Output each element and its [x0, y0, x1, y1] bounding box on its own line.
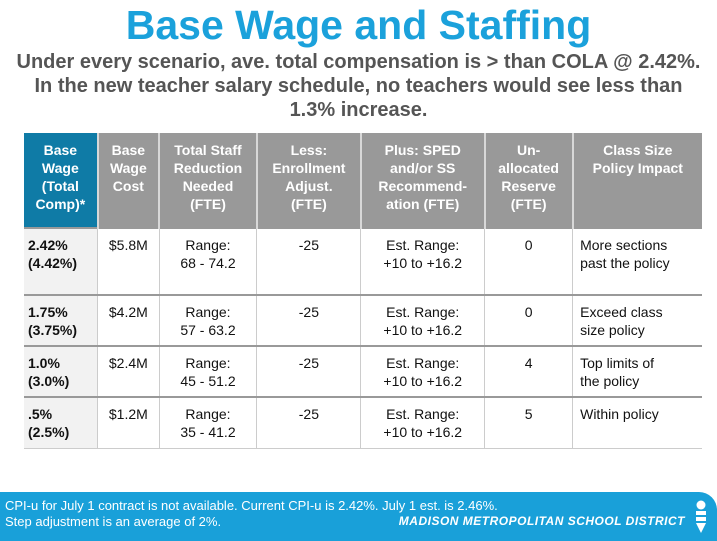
cell-line: size policy	[580, 322, 645, 338]
header-line: Policy Impact	[592, 160, 683, 176]
cell-line: Est. Range:	[386, 406, 460, 422]
header-line: Comp)*	[35, 196, 86, 212]
cell-reserve: 5	[485, 397, 573, 449]
cell-cost: $1.2M	[98, 397, 159, 449]
header-line: Needed	[182, 178, 234, 194]
cell-line: Top limits of	[580, 355, 655, 371]
cell-sped	[361, 228, 485, 295]
footer	[0, 492, 717, 541]
cell-wage	[24, 397, 98, 449]
table-row	[24, 346, 702, 397]
cell-cost: $4.2M	[98, 295, 159, 346]
cell-enroll: -25	[257, 346, 361, 397]
cell-enroll: -25	[257, 397, 361, 449]
table-row	[24, 397, 702, 449]
header-line: (FTE)	[510, 196, 547, 212]
column-header	[573, 133, 702, 228]
header-line: Base	[111, 142, 146, 158]
cell-line: Est. Range:	[386, 237, 460, 253]
cell-impact	[573, 346, 702, 397]
subtitle	[0, 50, 717, 122]
header-line: ation (FTE)	[386, 196, 460, 212]
cell-line: 2.42%	[28, 237, 68, 253]
staffing-table	[24, 133, 702, 449]
table-row	[24, 295, 702, 346]
header-line: Cost	[112, 178, 144, 194]
cell-impact	[573, 397, 702, 449]
cell-line: past the policy	[580, 255, 670, 271]
header-line: (FTE)	[291, 196, 327, 212]
cell-line: Within policy	[580, 406, 659, 422]
cell-line: Range:	[185, 304, 231, 320]
cell-line: (3.75%)	[28, 322, 78, 338]
cell-cost: $2.4M	[98, 346, 159, 397]
header-line: Base	[43, 142, 78, 158]
cell-line: +10 to +16.2	[383, 424, 463, 440]
table-row	[24, 228, 702, 295]
cell-line: 1.75%	[28, 304, 68, 320]
cell-line: the policy	[580, 373, 640, 389]
cell-reduction	[159, 397, 257, 449]
cell-line: Range:	[185, 406, 231, 422]
cell-line: (3.0%)	[28, 373, 70, 389]
header-line: Adjust.	[285, 178, 333, 194]
cell-line: 45 - 51.2	[180, 373, 236, 389]
cell-line: 1.0%	[28, 355, 60, 371]
cell-line: Range:	[185, 355, 231, 371]
cell-reserve: 4	[485, 346, 573, 397]
cell-line: 35 - 41.2	[180, 424, 236, 440]
cell-reduction	[159, 346, 257, 397]
cell-line: +10 to +16.2	[383, 322, 463, 338]
header-line: (Total	[41, 178, 79, 194]
header-line: Enrollment	[272, 160, 346, 176]
cell-line: (4.42%)	[28, 255, 78, 271]
cell-sped	[361, 397, 485, 449]
cell-line: .5%	[28, 406, 53, 422]
cell-wage	[24, 295, 98, 346]
header-line: Reserve	[501, 178, 556, 194]
cell-line: +10 to +16.2	[383, 373, 463, 389]
cell-line: Exceed class	[580, 304, 663, 320]
header-line: Reduction	[173, 160, 243, 176]
cell-line: 57 - 63.2	[180, 322, 236, 338]
cell-impact	[573, 295, 702, 346]
cell-impact	[573, 228, 702, 295]
column-header	[361, 133, 485, 228]
header-line: and/or SS	[390, 160, 456, 176]
cell-line: 68 - 74.2	[180, 255, 236, 271]
header-line: allocated	[498, 160, 559, 176]
district-logo-icon	[695, 500, 707, 534]
subtitle-line: Under every scenario, ave. total compensation is > than COLA @ 2.42%.	[16, 51, 701, 73]
cell-enroll: -25	[257, 228, 361, 295]
cell-reduction	[159, 295, 257, 346]
subtitle-line: 1.3% increase.	[289, 99, 428, 121]
cell-reserve: 0	[485, 228, 573, 295]
column-header	[24, 133, 98, 228]
column-header	[485, 133, 573, 228]
cell-sped	[361, 346, 485, 397]
header-line: Class Size	[603, 142, 673, 158]
cell-wage	[24, 228, 98, 295]
header-line: Wage	[109, 160, 147, 176]
cell-cost: $5.8M	[98, 228, 159, 295]
cell-reserve: 0	[485, 295, 573, 346]
header-line: Wage	[41, 160, 79, 176]
cell-line: +10 to +16.2	[383, 255, 463, 271]
cell-sped	[361, 295, 485, 346]
header-line: Un-	[516, 142, 541, 158]
header-line: (FTE)	[190, 196, 226, 212]
footer-note-cpi: CPI-u for July 1 contract is not available. Current CPI-u is 2.42%. July 1 est. is 2.46%.	[5, 498, 498, 513]
header-line: Less:	[290, 142, 328, 158]
header-line: Plus: SPED	[384, 142, 461, 158]
page-title: Base Wage and Staffing	[125, 2, 592, 48]
cell-reduction	[159, 228, 257, 295]
district-logo-text: MADISON METROPOLITAN SCHOOL DISTRICT	[398, 514, 685, 528]
column-header	[257, 133, 361, 228]
header-line: Total Staff	[174, 142, 242, 158]
cell-line: Est. Range:	[386, 304, 460, 320]
header-line: Recommend-	[378, 178, 468, 194]
cell-line: Est. Range:	[386, 355, 460, 371]
header-row	[24, 133, 702, 228]
cell-enroll: -25	[257, 295, 361, 346]
cell-line: (2.5%)	[28, 424, 70, 440]
subtitle-line: In the new teacher salary schedule, no teachers would see less than	[34, 75, 683, 97]
column-header	[159, 133, 257, 228]
footer-note-step: Step adjustment is an average of 2%.	[5, 514, 222, 529]
column-header	[98, 133, 159, 228]
cell-wage	[24, 346, 98, 397]
cell-line: More sections	[580, 237, 668, 253]
cell-line: Range:	[185, 237, 231, 253]
